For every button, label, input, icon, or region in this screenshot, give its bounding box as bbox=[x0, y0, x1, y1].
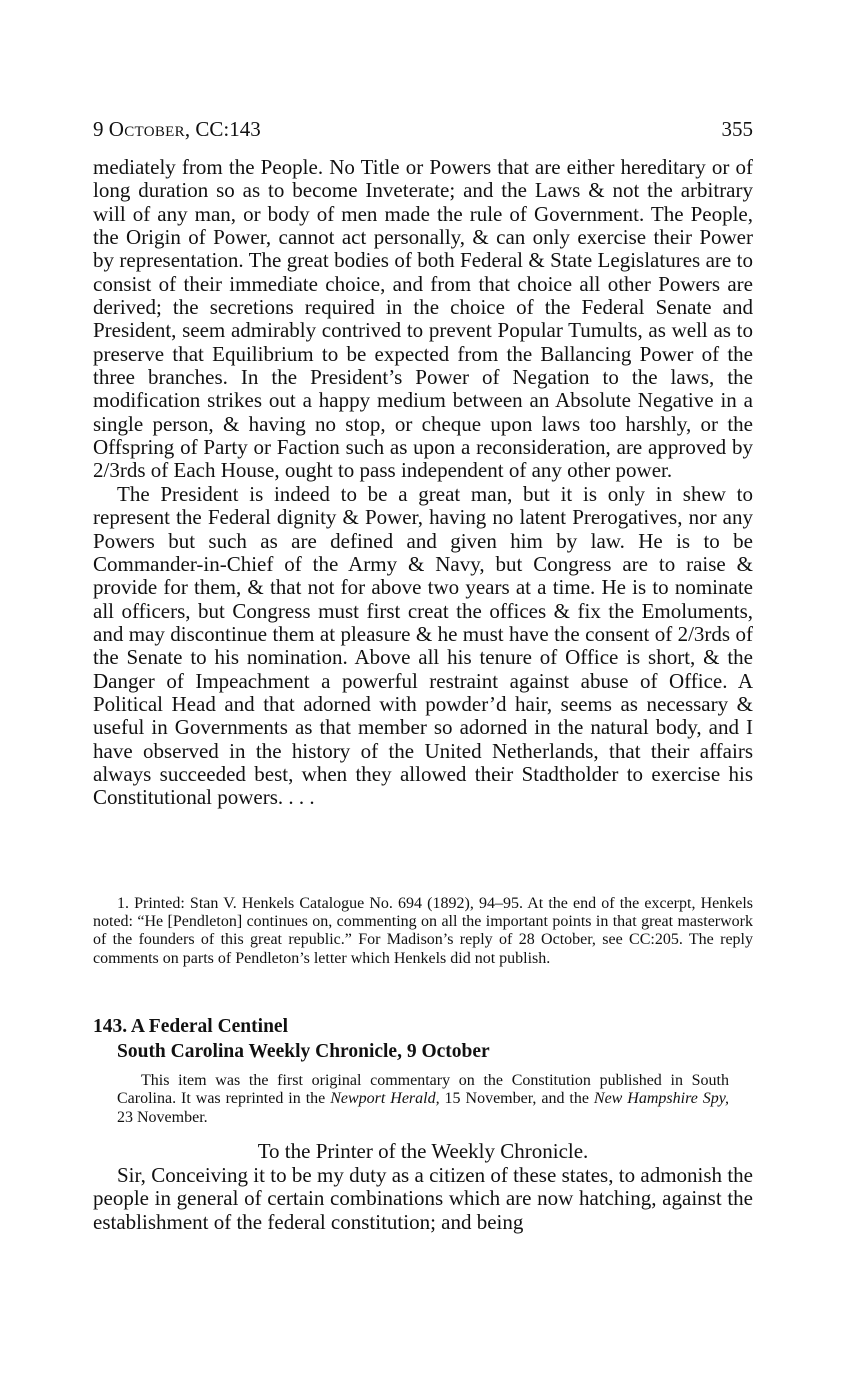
letter-body bbox=[93, 1164, 753, 1234]
letter-paragraph: Sir, Conceiving it to be my duty as a citizen of these states, to admonish the people in general of certain combinations which are now hatching, against the establishment of the federal constitution; and being bbox=[93, 1163, 753, 1234]
item-heading-block bbox=[93, 1014, 753, 1064]
running-head-month: October bbox=[108, 117, 185, 141]
headnote-part-2: 15 November, and the bbox=[439, 1090, 594, 1108]
headnote-newspaper-1: Newport Herald, bbox=[330, 1090, 440, 1108]
headnote-newspaper-2: New Hampshire Spy, bbox=[593, 1090, 729, 1108]
footnote-text: 1. Printed: Stan V. Henkels Catalogue No. 694 (1892), 94–95. At the end of the excerpt, Henkels noted: “He [Pendleton] continues on, commenting on all the important points in that great masterwork of the founders of this great republic.” For Madison’s reply of 28 October, see CC:205. The reply comments on parts of Pendleton’s letter which Henkels did not publish. bbox=[93, 895, 753, 967]
running-head-date bbox=[93, 117, 261, 142]
headnote-part-3: 23 November. bbox=[117, 1108, 208, 1126]
body-text bbox=[93, 156, 753, 810]
headnote-part-1: This item was the first original commentary on the Constitution published in South Carolina. It was reprinted in the bbox=[117, 1072, 729, 1108]
page-number: 355 bbox=[721, 117, 753, 141]
body-paragraph-1: mediately from the People. No Title or Powers that are either hereditary or of long duration so as to become Inveterate; and the Laws & not the arbitrary will of any man, or body of men made the rule of Government. The People, the Origin of Power, cannot act personally, & can only exercise their Power by representation. The great bodies of both Federal & State Legislatures are to consist of their immediate choice, and from that choice all other Powers are derived; the secretions required in the choice of the Federal Senate and President, seem admirably contrived to prevent Popular Tumults, as well as to preserve that Equilibrium to be expected from the Ballancing Power of the three branches. In the President’s Power of Negation to the laws, the modification strikes out a happy medium between an Absolute Negative in a single person, & having no stop, or cheque upon laws too harshly, or the Offspring of Party or Faction such as upon a reconsideration, are approved by 2/3rds of Each House, ought to pass independent of any other power. bbox=[93, 155, 753, 483]
headnote-text bbox=[117, 1072, 729, 1127]
running-head-doc-ref: , CC:143 bbox=[184, 117, 261, 141]
headnote bbox=[117, 1072, 729, 1127]
item-subtitle: South Carolina Weekly Chronicle, 9 October bbox=[117, 1041, 490, 1062]
running-head-day: 9 bbox=[93, 117, 109, 141]
body-paragraph-2: The President is indeed to be a great man, but it is only in shew to represent the Federal dignity & Power, having no latent Prerogatives, nor any Powers but such as are defined and given him by law. He is to be Commander-in-Chief of the Army & Navy, but Congress are to raise & provide for them, & that not for above two years at a time. He is to nominate all officers, but Congress must first creat the offices & fix the Emoluments, and may discontinue them at pleasure & he must have the consent of 2/3rds of the Senate to his nomination. Above all his tenure of Office is short, & the Danger of Impeachment a powerful restraint against abuse of Office. A Political Head and that adorned with powder’d hair, seems as necessary & useful in Governments as that member so adorned in the natural body, and I have observed in the history of the United Netherlands, that their affairs always succeeded best, when they allowed their Stadtholder to exercise his Constitutional powers. . . . bbox=[93, 481, 753, 810]
footnote bbox=[93, 895, 753, 968]
item-title: 143. A Federal Centinel bbox=[93, 1016, 288, 1037]
letter-salutation: To the Printer of the Weekly Chronicle. bbox=[257, 1139, 589, 1163]
running-head bbox=[93, 117, 753, 145]
